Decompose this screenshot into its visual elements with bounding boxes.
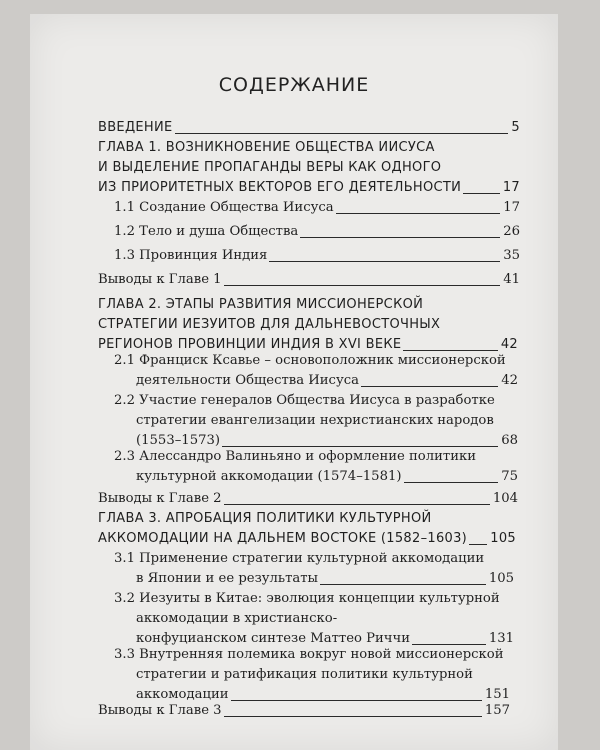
toc-entry-text: Выводы к Главе 1	[98, 272, 222, 287]
toc-entry-text: 2.2 Участие генералов Общества Иисуса в разработке	[114, 393, 495, 408]
toc-entry-text: ВВЕДЕНИЕ	[98, 120, 173, 135]
toc-entry-text: Выводы к Главе 3	[98, 703, 222, 718]
toc-entry	[114, 198, 520, 218]
toc-entry-text: стратегии и ратификация политики культурной	[136, 667, 473, 682]
toc-page-number: 131	[488, 631, 514, 646]
toc-entry-text: аккомодации	[136, 687, 229, 702]
toc-entry-text: 3.2 Иезуиты в Китае: эволюция концепции культурной	[114, 591, 500, 606]
toc-entry-text: РЕГИОНОВ ПРОВИНЦИИ ИНДИЯ В XVI ВЕКЕ	[98, 337, 402, 352]
toc-entry-text: 1.3 Провинция Индия	[114, 248, 268, 263]
toc-leader	[175, 133, 509, 134]
toc-leader	[469, 544, 487, 545]
toc-entry-text: ГЛАВА 3. АПРОБАЦИЯ ПОЛИТИКИ КУЛЬТУРНОЙ	[98, 511, 432, 526]
toc-page-number: 5	[511, 120, 520, 135]
toc-entry-text: 1.1 Создание Общества Иисуса	[114, 200, 334, 215]
toc-entry	[114, 351, 518, 391]
toc-leader	[224, 504, 490, 505]
toc-page-number: 17	[503, 200, 520, 215]
toc-entry	[114, 391, 518, 451]
toc-entry	[114, 447, 518, 487]
toc-page-number: 157	[484, 703, 510, 718]
toc-page-number: 68	[501, 433, 518, 448]
toc-entry-text: 1.2 Тело и душа Общества	[114, 224, 299, 239]
toc-page-number: 75	[501, 469, 518, 484]
toc-page-number: 17	[502, 180, 520, 195]
toc-entry-text: стратегии евангелизации нехристианских народов	[136, 413, 494, 428]
toc-page-number: 26	[503, 224, 520, 239]
toc-entry-text: АККОМОДАЦИИ НА ДАЛЬНЕМ ВОСТОКЕ (1582–1603)	[98, 531, 468, 546]
toc-entry	[98, 138, 520, 198]
toc-entry	[114, 589, 514, 649]
toc-leader	[404, 482, 499, 483]
toc-page-number: 41	[503, 272, 520, 287]
toc-entry-text: аккомодации в христианско-	[136, 611, 338, 626]
toc-page-number: 104	[492, 491, 518, 506]
toc-leader	[300, 237, 500, 238]
toc-entry-text: 3.3 Внутренняя полемика вокруг новой миссионерской	[114, 647, 504, 662]
toc-entry	[98, 509, 516, 549]
toc-entry	[98, 489, 518, 509]
toc-entry	[98, 270, 520, 290]
toc-entry	[114, 645, 510, 705]
toc-entry-text: деятельности Общества Иисуса	[136, 373, 359, 388]
toc-entry	[114, 246, 520, 266]
toc-entry-text: 3.1 Применение стратегии культурной аккомодации	[114, 551, 485, 566]
toc-leader	[224, 716, 482, 717]
page-title: СОДЕРЖАНИЕ	[218, 74, 370, 96]
toc-entry-text: 2.1 Франциск Ксавье – основоположник миссионерской	[114, 353, 506, 368]
toc-entry-text: 2.3 Алессандро Валиньяно и оформление политики	[114, 449, 477, 464]
toc-leader	[320, 584, 486, 585]
toc-leader	[336, 213, 501, 214]
toc-entry-text: культурной аккомодации (1574–1581)	[136, 469, 402, 484]
toc-entry	[114, 222, 520, 242]
toc-entry	[98, 295, 518, 355]
toc-page-number: 105	[488, 571, 514, 586]
toc-page-number: 42	[501, 373, 518, 388]
toc-entry-text: конфуцианском синтезе Маттео Риччи	[136, 631, 411, 646]
toc-entry-text: ИЗ ПРИОРИТЕТНЫХ ВЕКТОРОВ ЕГО ДЕЯТЕЛЬНОСТИ	[98, 180, 462, 195]
toc-leader	[269, 261, 500, 262]
toc-entry	[98, 118, 520, 138]
toc-entry-text: Выводы к Главе 2	[98, 491, 222, 506]
toc-page-number: 42	[500, 337, 518, 352]
toc-entry-text: СТРАТЕГИИ ИЕЗУИТОВ ДЛЯ ДАЛЬНЕВОСТОЧНЫХ	[98, 317, 441, 332]
toc-leader	[463, 193, 500, 194]
toc-leader	[361, 386, 498, 387]
toc-leader	[224, 285, 501, 286]
toc-entry-text: И ВЫДЕЛЕНИЕ ПРОПАГАНДЫ ВЕРЫ КАК ОДНОГО	[98, 160, 442, 175]
toc-page-number: 105	[490, 531, 516, 546]
toc-page-number: 35	[503, 248, 520, 263]
toc-entry-text: (1553–1573)	[136, 433, 221, 448]
toc-entry-text: в Японии и ее результаты	[136, 571, 319, 586]
toc-entry-text: ГЛАВА 1. ВОЗНИКНОВЕНИЕ ОБЩЕСТВА ИИСУСА	[98, 140, 435, 155]
toc-entry	[98, 701, 510, 721]
book-page	[30, 14, 558, 750]
toc-entry-text: ГЛАВА 2. ЭТАПЫ РАЗВИТИЯ МИССИОНЕРСКОЙ	[98, 297, 424, 312]
toc-page-number: 151	[484, 687, 510, 702]
toc-entry	[114, 549, 514, 589]
